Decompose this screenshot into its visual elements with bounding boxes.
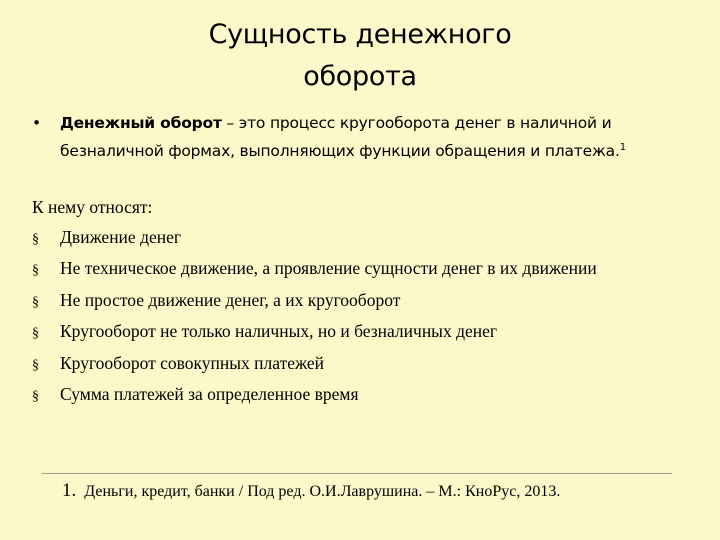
definition-term: Денежный оборот xyxy=(60,114,222,132)
title-line-2: оборота xyxy=(303,61,417,92)
list-item xyxy=(32,223,702,255)
list-marker: § xyxy=(32,357,39,373)
definition-text xyxy=(60,109,692,165)
footnote-text: Деньги, кредит, банки / Под ред. О.И.Лаврушина. – М.: КноРус, 2013. xyxy=(84,483,561,500)
definition-bullet xyxy=(32,109,692,165)
title-line-1: Сущность денежного xyxy=(208,19,512,50)
list-marker: § xyxy=(32,326,39,341)
list-intro: К нему относят: xyxy=(32,197,153,217)
list-marker: § xyxy=(32,231,39,247)
list-item-text: Кругооборот не только наличных, но и безналичных денег xyxy=(60,321,498,341)
list-marker: § xyxy=(32,263,39,278)
footnote-ref: 1 xyxy=(619,142,626,153)
definition-body: – это процесс кругооборота денег в наличной и безналичной формах, выполняющих функции обращения и платежа. xyxy=(60,114,620,160)
list-item xyxy=(32,286,702,318)
bullet-marker: • xyxy=(32,114,41,132)
list-item-text: Сумма платежей за определенное время xyxy=(60,384,359,404)
footnote-divider xyxy=(42,473,672,474)
list-item xyxy=(32,317,702,349)
list-item-text: Не техническое движение, а проявление сущности денег в их движении xyxy=(60,258,597,278)
features-list xyxy=(32,193,702,412)
slide-title xyxy=(0,14,720,98)
list-item xyxy=(32,349,702,381)
list-item xyxy=(32,254,702,286)
list-marker: § xyxy=(32,389,39,404)
footnote-number: 1. xyxy=(62,480,77,501)
list-item-text: Движение денег xyxy=(60,226,182,247)
list-item-text: Кругооборот совокупных платежей xyxy=(60,352,324,373)
list-item xyxy=(32,380,702,412)
list-marker: § xyxy=(32,294,39,310)
footnote xyxy=(62,477,702,506)
list-item-text: Не простое движение денег, а их кругооборот xyxy=(60,289,401,310)
